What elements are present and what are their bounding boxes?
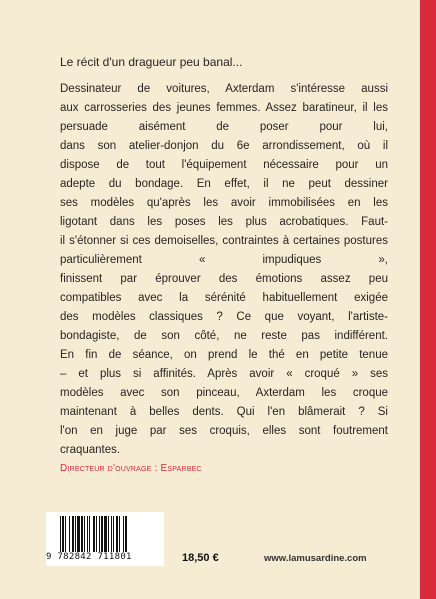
blurb-line: finissent par éprouver des émotions assez peu [60, 273, 388, 285]
blurb-line [60, 99, 388, 137]
blurb-line: dispose de tout l'équipement nécessaire pour un [60, 159, 388, 171]
price: 18,50 € [182, 552, 219, 564]
blurb-line: compatibles avec la sérénité habituellement exigée [60, 292, 388, 304]
blurb-line: des modèles classiques ? Ce que voyant, l'artiste- [60, 311, 388, 323]
barcode-bars [60, 516, 156, 552]
blurb-line: – et plus si affinités. Après avoir « croqué » ses [60, 368, 388, 380]
blurb-line [60, 137, 388, 156]
blurb-line: craquantes. [60, 444, 121, 456]
blurb-line: modèles avec son pinceau, Axterdam les croque [60, 387, 388, 399]
blurb-line: ligotant dans les poses les plus acrobatiques. Faut- [60, 216, 388, 228]
barcode [46, 512, 164, 566]
blurb-line-text: il s'étonner si ces demoiselles, contraintes à certaines postures particulièrement « impudiques », [60, 235, 388, 266]
blurb-line: adepte du bondage. En effet, il ne peut dessiner [60, 178, 388, 190]
blurb-line-text: aux carrosseries des jeunes femmes. Assez baratineur, il les persuade aisément de poser pour lui, [60, 102, 388, 133]
publisher-website: www.lamusardine.com [264, 553, 367, 564]
blurb-line: bondagiste, de son côté, ne reste pas indifférent. [60, 330, 388, 342]
editor-credit: Directeur d'ouvrage : Esparbec [60, 463, 202, 474]
blurb-line: maintenant à belles dents. Qui l'en blâmerait ? Si [60, 406, 388, 418]
blurb-line: ses modèles qu'après les avoir immobilisées en les [60, 197, 388, 209]
tagline: Le récit d'un dragueur peu banal... [60, 55, 243, 69]
blurb-line: Dessinateur de voitures, Axterdam s'intéresse aussi [60, 83, 388, 95]
red-spine-stripe [420, 0, 436, 599]
blurb-text [60, 80, 388, 460]
blurb-line: En fin de séance, on prend le thé en petite tenue [60, 349, 388, 361]
blurb-line-text: dans son atelier-donjon du 6e arrondissement, où il [60, 140, 388, 152]
blurb-line: l'on en juge par ses croquis, elles sont foutrement [60, 425, 388, 437]
barcode-digits: 9 782842 711801 [46, 552, 132, 562]
blurb-line [60, 232, 388, 270]
